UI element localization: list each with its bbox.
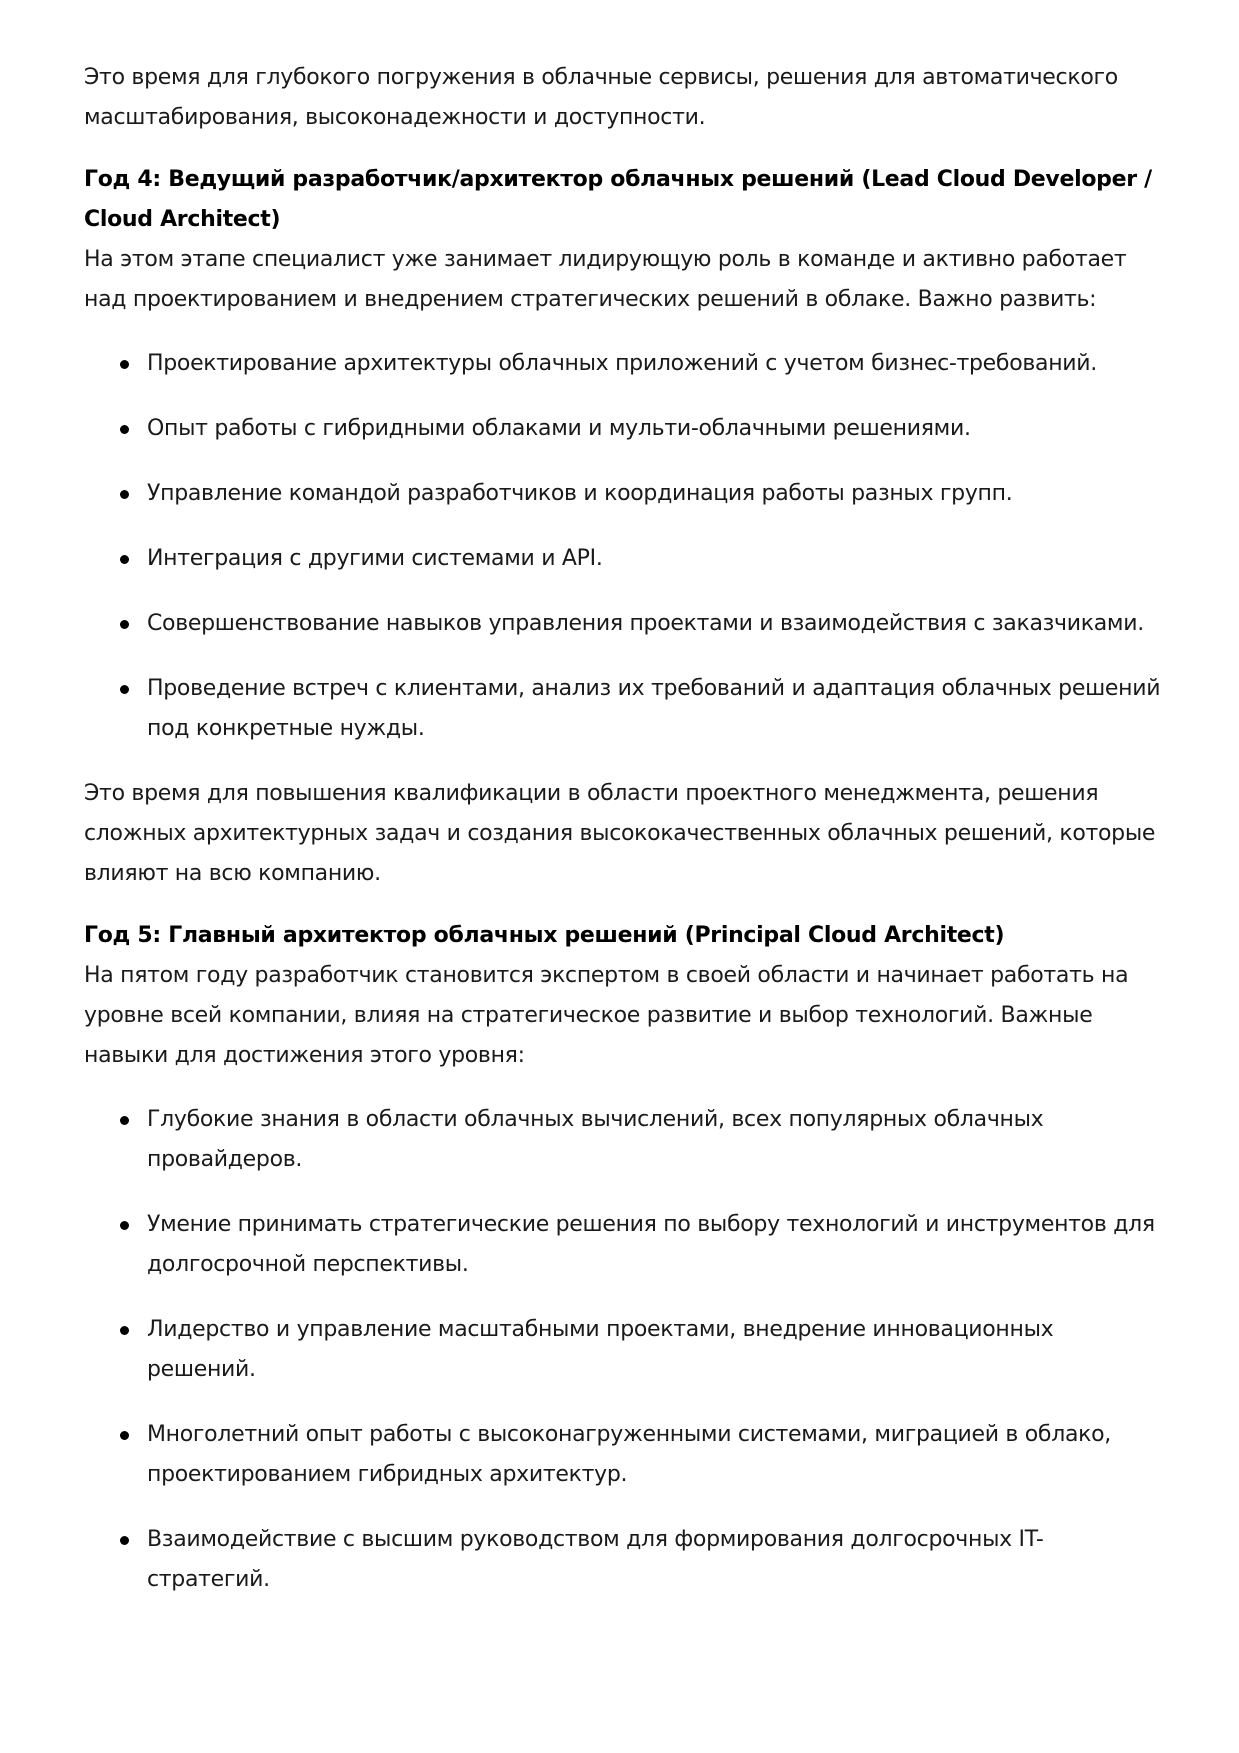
- list-item-text: Проведение встреч с клиентами, анализ их требований и адаптация облачных решений под конкретные нужды.: [147, 676, 1161, 741]
- bullet-icon: [120, 1431, 129, 1440]
- bullet-icon: [120, 360, 129, 369]
- list-item: [84, 1205, 1164, 1285]
- bullet-icon: [120, 1221, 129, 1230]
- list-item: [84, 1520, 1164, 1600]
- intro-paragraph: Это время для глубокого погружения в облачные сервисы, решения для автоматического масштабирования, высоконадежности и доступности.: [84, 65, 1118, 130]
- year4-section: [84, 160, 1164, 894]
- list-item-text: Взаимодействие с высшим руководством для формирования долгосрочных IT-стратегий.: [147, 1527, 1044, 1592]
- list-item: [84, 474, 1164, 514]
- year5-section: [84, 916, 1164, 1600]
- list-item: [84, 1310, 1164, 1390]
- bullet-icon: [120, 1116, 129, 1125]
- list-item: [84, 344, 1164, 384]
- bullet-icon: [120, 490, 129, 499]
- list-item-text: Лидерство и управление масштабными проектами, внедрение инновационных решений.: [147, 1317, 1054, 1382]
- year5-heading: Год 5: Главный архитектор облачных решений (Principal Cloud Architect): [84, 923, 1005, 948]
- list-item-text: Совершенствование навыков управления проектами и взаимодействия с заказчиками.: [147, 611, 1144, 636]
- bullet-icon: [120, 1536, 129, 1545]
- list-item: [84, 604, 1164, 644]
- list-item-text: Многолетний опыт работы с высоконагруженными системами, миграцией в облако, проектированием гибридных архитектур.: [147, 1422, 1111, 1487]
- bullet-icon: [120, 555, 129, 564]
- list-item: [84, 409, 1164, 449]
- list-item-text: Глубокие знания в области облачных вычислений, всех популярных облачных провайдеров.: [147, 1107, 1044, 1172]
- list-item-text: Управление командой разработчиков и координация работы разных групп.: [147, 481, 1013, 506]
- year5-list: [84, 1100, 1164, 1600]
- year5-description: На пятом году разработчик становится экспертом в своей области и начинает работать на уровне всей компании, влияя на стратегическое развитие и выбор технологий. Важные навыки для достижения этого уровня:: [84, 963, 1129, 1068]
- list-item-text: Умение принимать стратегические решения по выбору технологий и инструментов для долгосрочной перспективы.: [147, 1212, 1155, 1277]
- list-item: [84, 669, 1164, 749]
- bullet-icon: [120, 1326, 129, 1335]
- year4-description: На этом этапе специалист уже занимает лидирующую роль в команде и активно работает над проектированием и внедрением стратегических решений в облаке. Важно развить:: [84, 247, 1127, 312]
- bullet-icon: [120, 620, 129, 629]
- year4-list: [84, 344, 1164, 749]
- year4-heading: Год 4: Ведущий разработчик/архитектор облачных решений (Lead Cloud Developer / Cloud Architect): [84, 167, 1152, 232]
- year4-summary: Это время для повышения квалификации в области проектного менеджмента, решения сложных архитектурных задач и создания высококачественных облачных решений, которые влияют на всю компанию.: [84, 781, 1156, 886]
- list-item: [84, 1100, 1164, 1180]
- list-item-text: Интеграция с другими системами и API.: [147, 546, 603, 571]
- list-item-text: Проектирование архитектуры облачных приложений с учетом бизнес-требований.: [147, 351, 1097, 376]
- list-item-text: Опыт работы с гибридными облаками и мульти-облачными решениями.: [147, 416, 971, 441]
- document-page: [84, 58, 1164, 1625]
- bullet-icon: [120, 685, 129, 694]
- list-item: [84, 539, 1164, 579]
- bullet-icon: [120, 425, 129, 434]
- list-item: [84, 1415, 1164, 1495]
